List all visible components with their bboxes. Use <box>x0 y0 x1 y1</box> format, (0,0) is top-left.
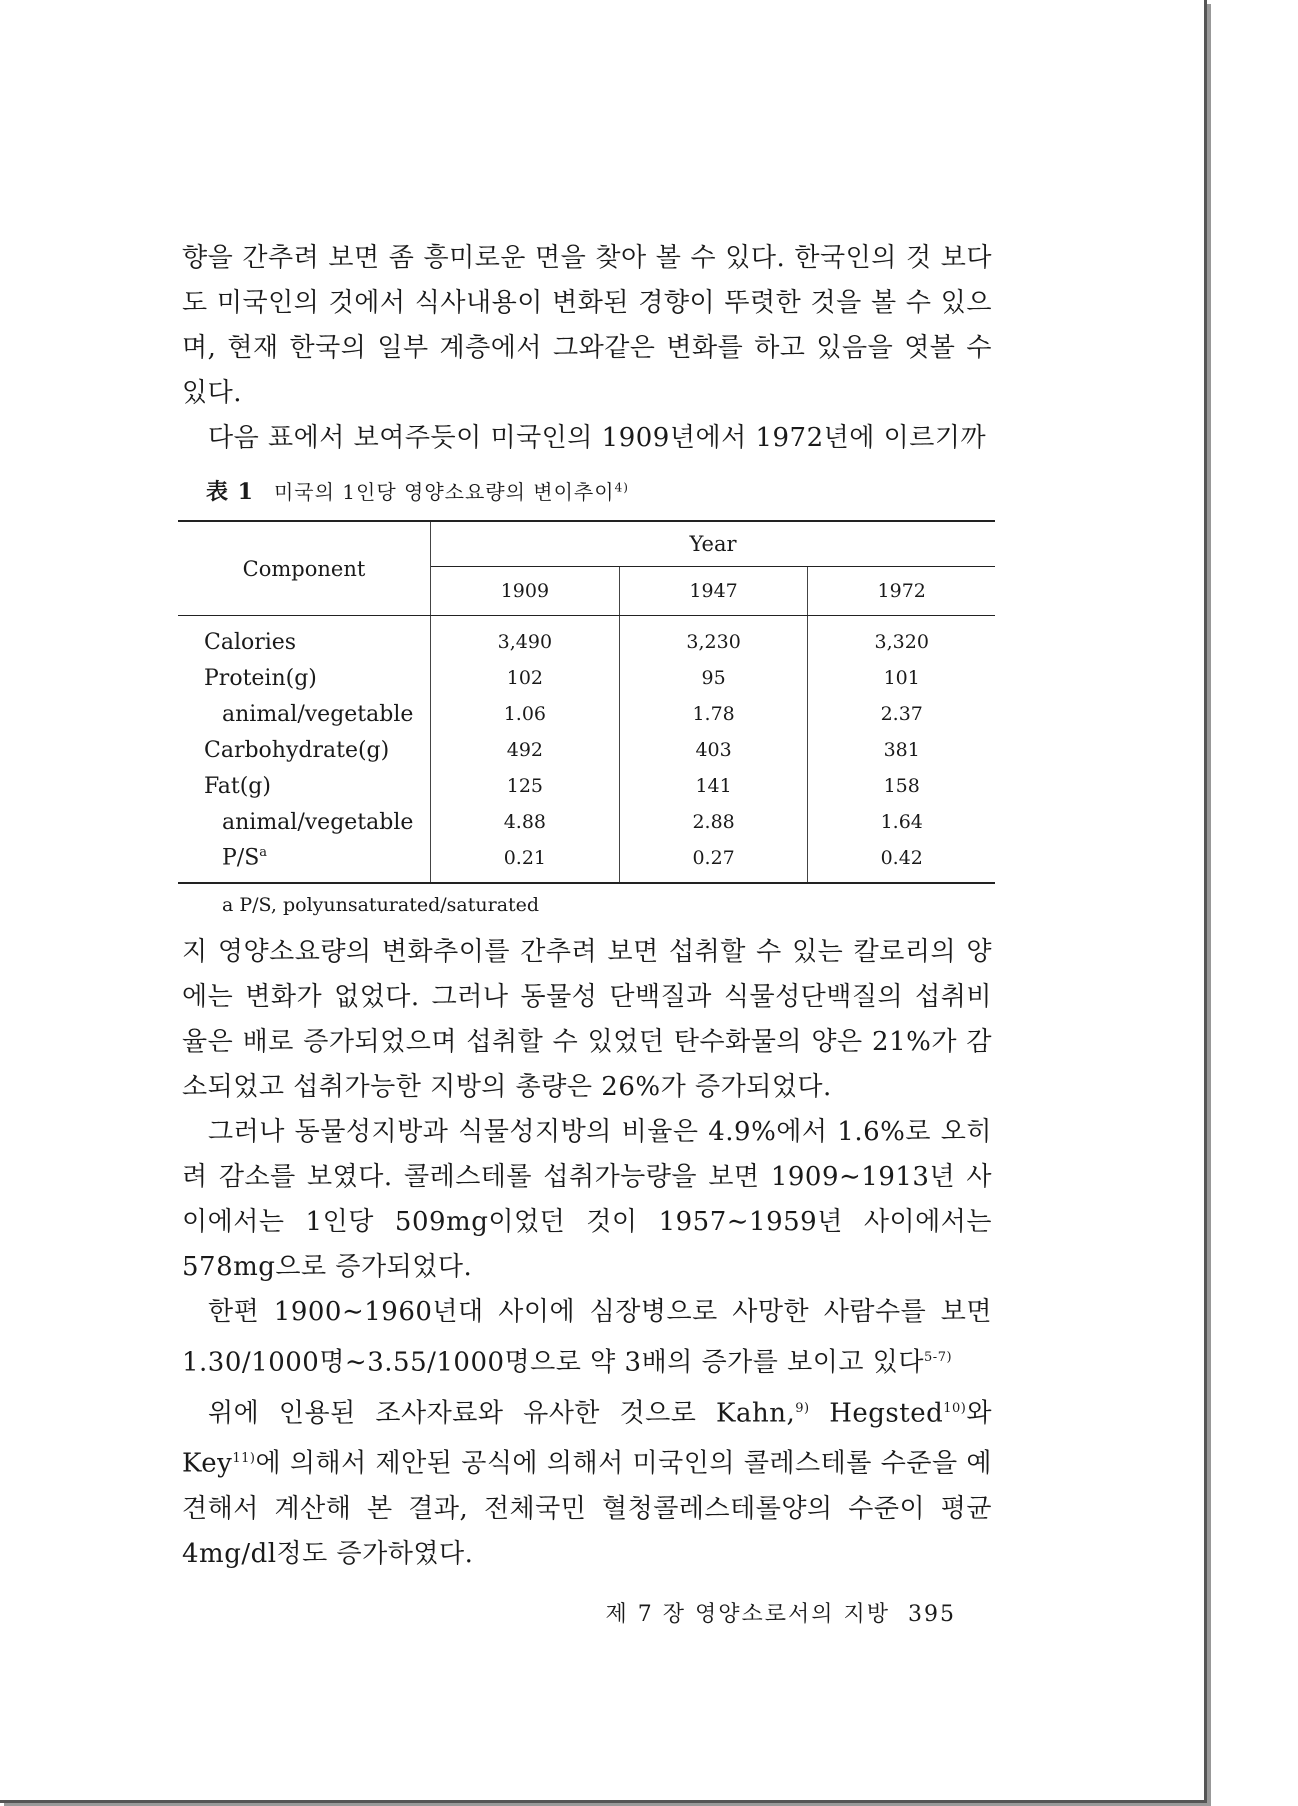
cell-value: 1.78 <box>619 696 808 732</box>
table-row <box>178 696 995 732</box>
reference-11: 11) <box>232 1451 256 1467</box>
cell-value: 101 <box>808 660 995 696</box>
cell-value: 0.21 <box>431 840 620 883</box>
row-label-ps <box>178 840 431 883</box>
cell-value: 492 <box>431 732 620 768</box>
row-label: Protein(g) <box>204 665 317 691</box>
row-label: Fat(g) <box>204 773 271 799</box>
cell-value: 381 <box>808 732 995 768</box>
table-footnote: a P/S, polyunsaturated/saturated <box>222 894 540 916</box>
paragraph-5-text: 한편 1900∼1960년대 사이에 심장병으로 사망한 사람수를 보면 1.30/1000명∼3.55/1000명으로 약 3배의 증가를 보이고 있다 <box>182 1297 992 1378</box>
paragraph-2: 다음 표에서 보여주듯이 미국인의 1909년에서 1972년에 이르기까 <box>208 423 987 453</box>
reference-10: 10) <box>943 1400 967 1416</box>
cell-value: 95 <box>619 660 808 696</box>
table-row <box>178 616 995 661</box>
header-year-1947: 1947 <box>619 567 808 616</box>
table-label: 表 1 <box>206 479 254 505</box>
table-caption-text: 미국의 1인당 영양소요량의 변이추이 <box>273 480 615 504</box>
table-row <box>178 768 995 804</box>
paragraph-6-text-d: 에 의해서 제안된 공식에 의해서 미국인의 콜레스테롤 수준을 예견해서 계산해 본 결과, 전체국민 혈청콜레스테롤양의 수준이 평균 4mg/dl정도 증가하였다. <box>182 1448 992 1569</box>
cell-value: 0.42 <box>808 840 995 883</box>
cell-value: 3,230 <box>619 616 808 661</box>
cell-value: 125 <box>431 768 620 804</box>
header-year: Year <box>431 521 996 567</box>
page-number: 395 <box>908 1601 956 1627</box>
row-label: animal/vegetable <box>222 701 414 727</box>
cell-value: 2.88 <box>619 804 808 840</box>
cell-value: 102 <box>431 660 620 696</box>
cell-value: 2.37 <box>808 696 995 732</box>
cell-value: 141 <box>619 768 808 804</box>
reference-9: 9) <box>795 1400 810 1416</box>
header-year-1972: 1972 <box>808 567 995 616</box>
cell-value: 158 <box>808 768 995 804</box>
nutrient-table <box>178 520 995 884</box>
row-label: animal/vegetable <box>222 809 414 835</box>
page-content <box>182 236 992 1628</box>
table-row <box>178 804 995 840</box>
table-caption-ref: 4) <box>614 480 629 495</box>
row-label: P/S <box>222 845 260 871</box>
paragraph-5 <box>182 1290 992 1386</box>
cell-value: 0.27 <box>619 840 808 883</box>
header-year-1909: 1909 <box>431 567 620 616</box>
paragraph-3: 지 영양소요량의 변화추이를 간추려 보면 섭취할 수 있는 칼로리의 양에는 변화가 없었다. 그러나 동물성 단백질과 식물성단백질의 섭취비율은 배로 증가되었으며 섭취할 수 있었던 탄수화물의 양은 21%가 감소되었고 섭취가능한 지방의 총량은 26%가 증가되었다. <box>182 937 992 1102</box>
paragraph-1: 향을 간추려 보면 좀 흥미로운 면을 찾아 볼 수 있다. 한국인의 것 보다도 미국인의 것에서 식사내용이 변화된 경향이 뚜렷한 것을 볼 수 있으며, 현재 한국의 일부 계층에서 그와같은 변화를 하고 있음을 엿볼 수 있다. <box>182 243 992 408</box>
cell-value: 1.64 <box>808 804 995 840</box>
cell-value: 403 <box>619 732 808 768</box>
row-label-sup: a <box>259 845 268 861</box>
cell-value: 3,320 <box>808 616 995 661</box>
header-component: Component <box>178 521 431 616</box>
table-row <box>178 732 995 768</box>
page-footer <box>182 1597 992 1628</box>
paragraph-6-text-a: 위에 인용된 조사자료와 유사한 것으로 Kahn, <box>208 1398 796 1429</box>
reference-5-7: 5-7) <box>924 1350 953 1365</box>
cell-value: 4.88 <box>431 804 620 840</box>
table-row <box>178 840 995 883</box>
paragraph-4: 그러나 동물성지방과 식물성지방의 비율은 4.9%에서 1.6%로 오히려 감소를 보였다. 콜레스테롤 섭취가능량을 보면 1909∼1913년 사이에서는 1인당 509mg이었던 것이 1957∼1959년 사이에서는 578mg으로 증가되었다. <box>182 1117 992 1282</box>
row-label: Carbohydrate(g) <box>204 737 390 763</box>
row-label: Calories <box>204 629 297 655</box>
table-caption <box>206 475 992 506</box>
cell-value: 1.06 <box>431 696 620 732</box>
cell-value: 3,490 <box>431 616 620 661</box>
paragraph-6 <box>182 1386 992 1577</box>
paragraph-6-text-c: 와 Key <box>182 1398 992 1479</box>
paragraph-6-text-b: Hegsted <box>809 1398 944 1429</box>
chapter-title: 제 7 장 영양소로서의 지방 <box>605 1601 890 1627</box>
table-row <box>178 660 995 696</box>
